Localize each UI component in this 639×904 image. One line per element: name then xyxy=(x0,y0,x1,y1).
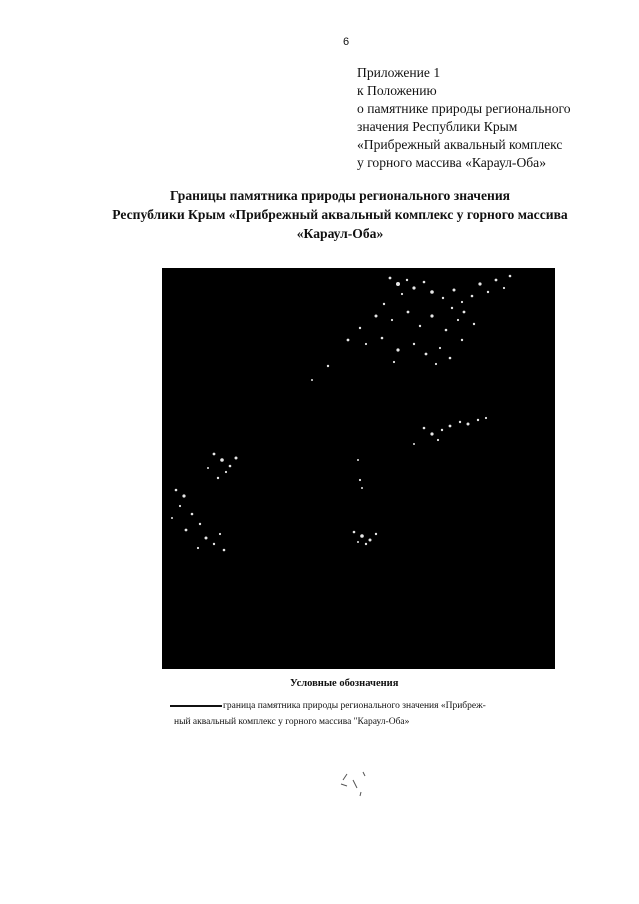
appendix-line: Приложение 1 xyxy=(357,65,441,80)
appendix-line: к Положению xyxy=(357,83,437,98)
legend-title: Условные обозначения xyxy=(290,678,399,689)
legend-item-text-continued: ный аквальный комплекс у горного массива "Караул-Оба» xyxy=(174,717,410,727)
appendix-line: «Прибрежный аквальный комплекс xyxy=(357,137,563,152)
appendix-header xyxy=(357,64,627,172)
boundary-line-symbol xyxy=(170,705,222,707)
boundary-map xyxy=(162,268,555,669)
title-line: Границы памятника природы регионального значения xyxy=(169,188,511,203)
appendix-line: у горного массива «Караул-Оба» xyxy=(357,155,547,170)
signature-mark xyxy=(333,758,383,808)
title-line: Республики Крым «Прибрежный аквальный комплекс у горного массива xyxy=(112,207,568,222)
legend-item-text: границa памятника природы регионального значения «Прибреж- xyxy=(223,701,486,711)
appendix-line: о памятнике природы регионального xyxy=(357,101,571,116)
map-image xyxy=(162,268,555,669)
appendix-line: значения Республики Крым xyxy=(357,119,518,134)
page-number: 6 xyxy=(343,36,350,48)
document-title xyxy=(60,186,620,243)
title-line: «Караул-Оба» xyxy=(296,226,384,241)
